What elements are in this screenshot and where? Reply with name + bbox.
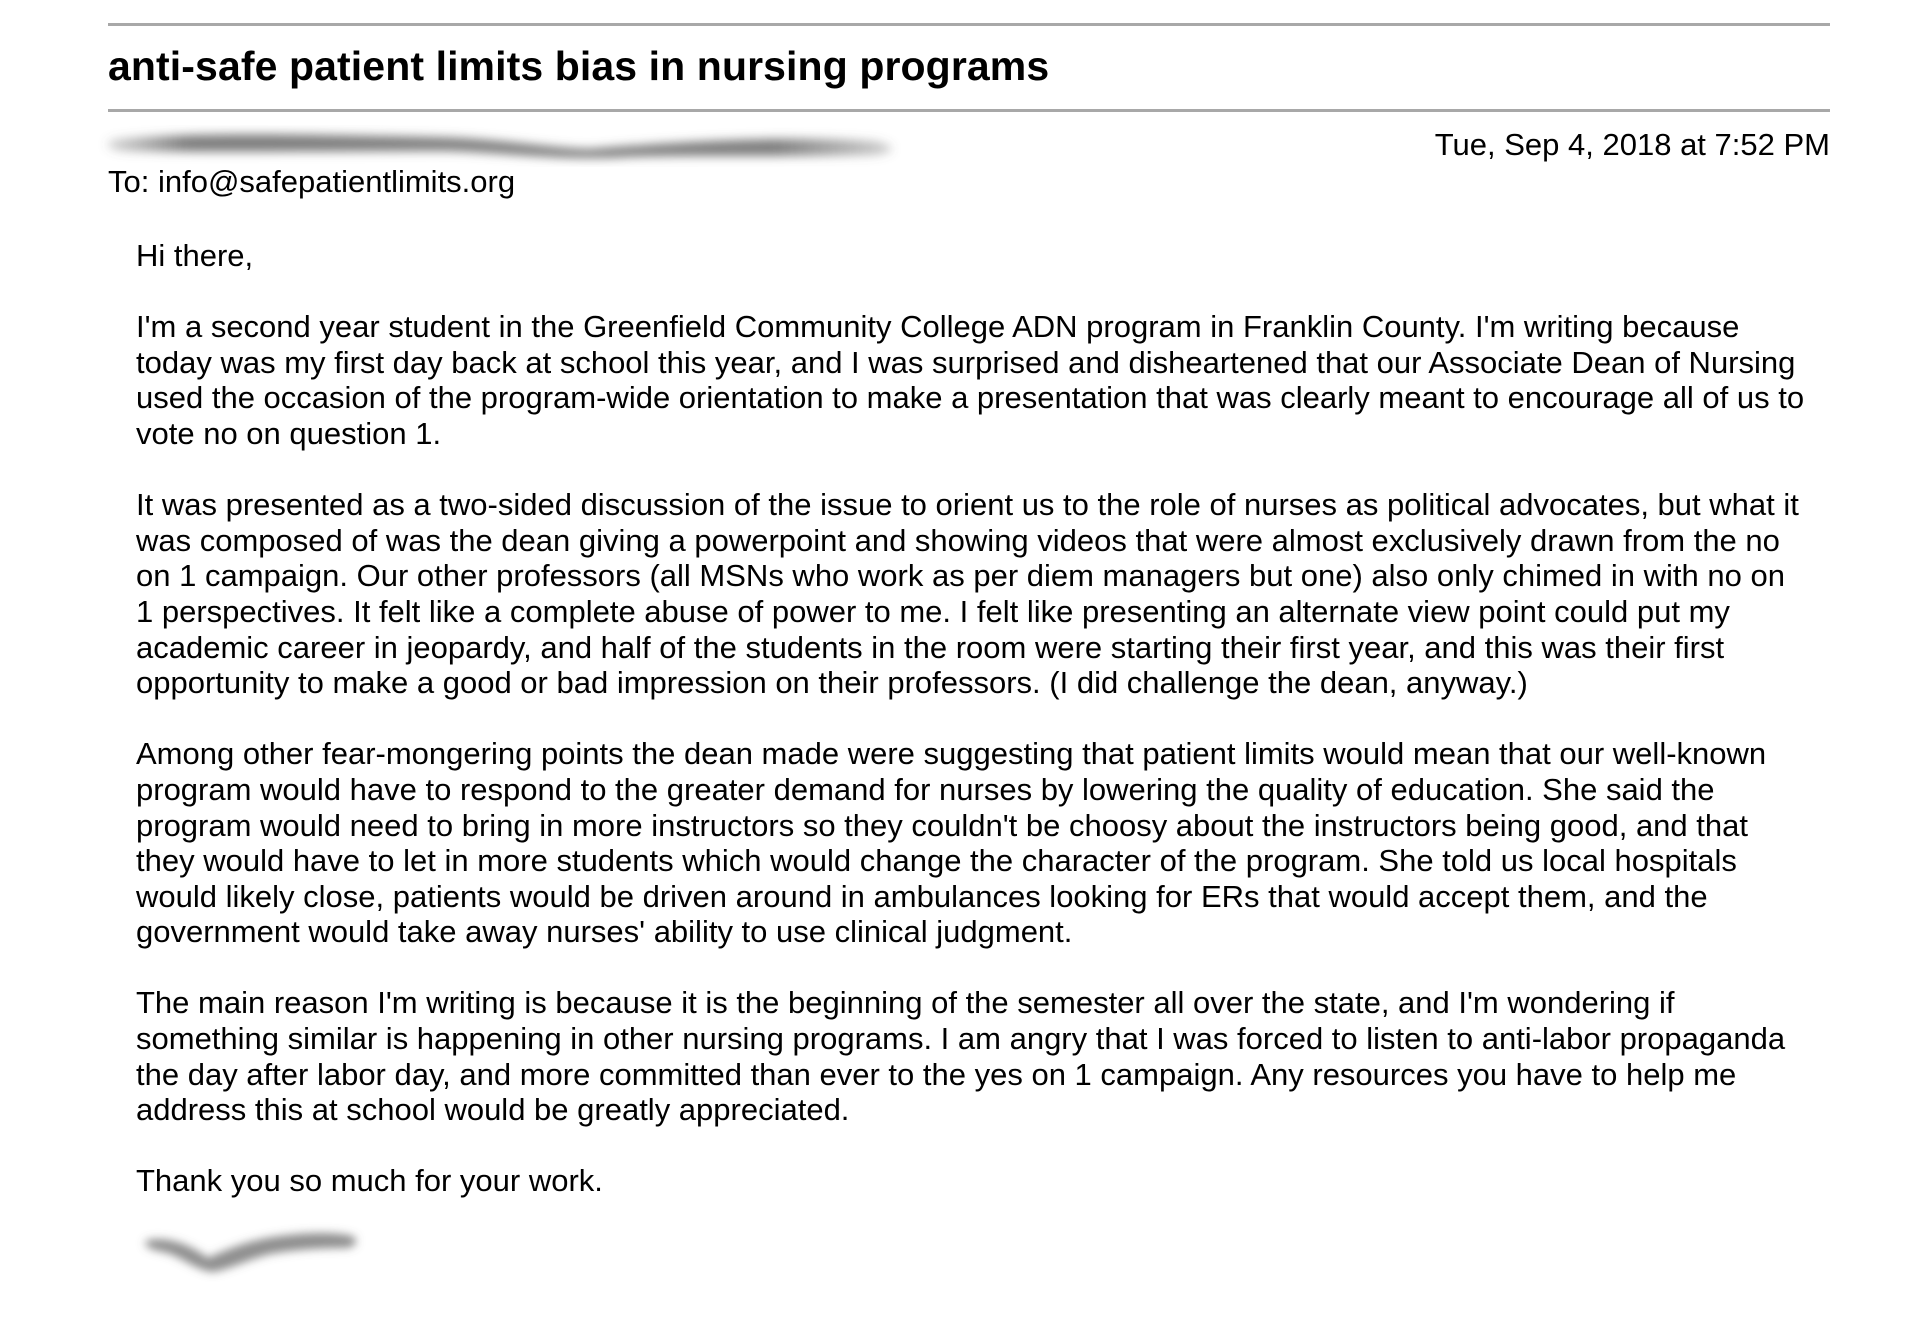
top-divider: [108, 23, 1830, 26]
email-greeting: Hi there,: [136, 238, 254, 273]
email-recipient: To: info@safepatientlimits.org: [108, 164, 516, 199]
body-paragraph: I'm a second year student in the Greenfield Community College ADN program in Franklin County. I'm writing because today was my first day back at school this year, and I was surprised and disheartened that our Associate Dean of Nursing used the occasion of the program-wide orientation to make a presentation that was clearly meant to encourage all of us to vote no on question 1.: [136, 309, 1805, 451]
email-subject: anti-safe patient limits bias in nursing programs: [108, 43, 1050, 89]
email-closing: Thank you so much for your work.: [136, 1163, 603, 1199]
header-divider: [108, 109, 1830, 112]
email-body: [136, 238, 1836, 1235]
redacted-signature: [130, 1220, 370, 1284]
body-paragraph: It was presented as a two-sided discussion of the issue to orient us to the role of nurses as political advocates, but what it was composed of was the dean giving a powerpoint and showing videos that were almost exclusively drawn from the no on 1 campaign. Our other professors (all MSNs who work as per diem managers but one) also only chimed in with no on 1 perspectives. It felt like a complete abuse of power to me. I felt like presenting an alternate view point could put my academic career in jeopardy, and half of the students in the room were starting their first year, and this was their first opportunity to make a good or bad impression on their professors. (I did challenge the dean, anyway.): [136, 487, 1799, 701]
body-paragraph: Among other fear-mongering points the dean made were suggesting that patient limits would mean that our well-known program would have to respond to the greater demand for nurses by lowering the quality of education. She said the program would need to bring in more instructors so they couldn't be choosy about the instructors being good, and that they would have to let in more students which would change the character of the program. She told us local hospitals would likely close, patients would be driven around in ambulances looking for ERs that would accept them, and the government would take away nurses' ability to use clinical judgment.: [136, 736, 1767, 950]
redacted-sender: [68, 125, 908, 167]
body-paragraph: The main reason I'm writing is because it is the beginning of the semester all over the state, and I'm wondering if something similar is happening in other nursing programs. I am angry that I was forced to listen to anti-labor propaganda the day after labor day, and more committed than ever to the yes on 1 campaign. Any resources you have to help me address this at school would be greatly appreciated.: [136, 985, 1786, 1128]
email-date: Tue, Sep 4, 2018 at 7:52 PM: [1434, 127, 1830, 162]
